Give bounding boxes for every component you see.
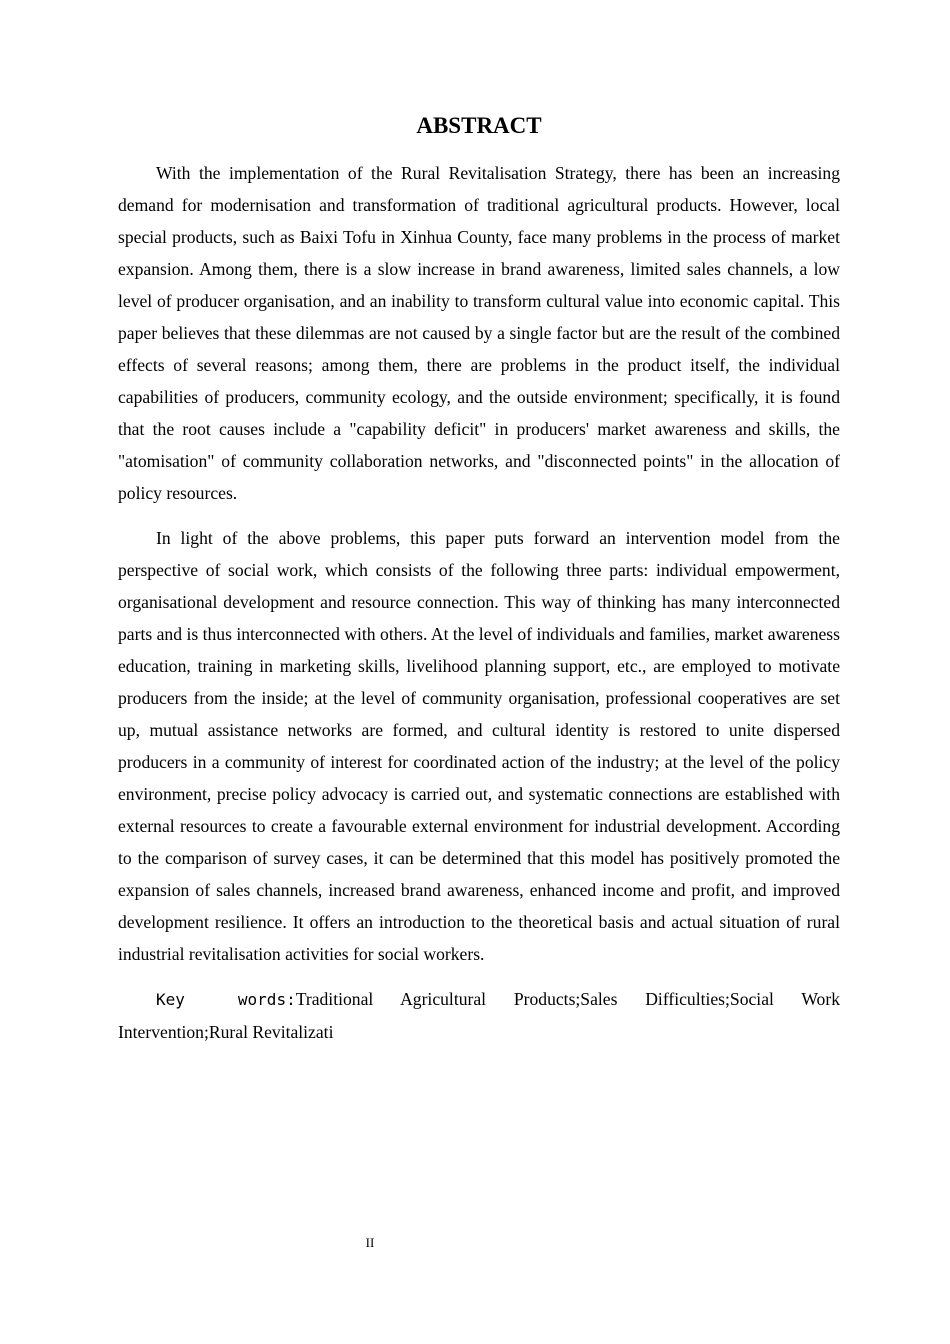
- page-number: II: [365, 1235, 375, 1250]
- abstract-title: ABSTRACT: [416, 113, 542, 138]
- keywords-label: Key words:: [156, 990, 296, 1009]
- abstract-body: [118, 157, 840, 1048]
- keywords-line: [118, 983, 840, 1048]
- keywords-text: Traditional Agricultural Products;Sales Difficulties;Social Work Intervention;Rural Revitalizati: [118, 989, 841, 1042]
- abstract-paragraph-1: With the implementation of the Rural Revitalisation Strategy, there has been an increasing demand for modernisation and transformation of traditional agricultural products. However, local special products, such as Baixi Tofu in Xinhua County, face many problems in the process of market expansion. Among them, there is a slow increase in brand awareness, limited sales channels, a low level of producer organisation, and an inability to transform cultural value into economic capital. This paper believes that these dilemmas are not caused by a single factor but are the result of the combined effects of several reasons; among them, there are problems in the product itself, the individual capabilities of producers, community ecology, and the outside environment; specifically, it is found that the root causes include a "capability deficit" in producers' market awareness and skills, the "atomisation" of community collaboration networks, and "disconnected points" in the allocation of policy resources.: [118, 163, 840, 503]
- abstract-paragraph-2: In light of the above problems, this paper puts forward an intervention model from the perspective of social work, which consists of the following three parts: individual empowerment, organisational development and resource connection. This way of thinking has many interconnected parts and is thus interconnected with others. At the level of individuals and families, market awareness education, training in marketing skills, livelihood planning support, etc., are employed to motivate producers from the inside; at the level of community organisation, professional cooperatives are set up, mutual assistance networks are formed, and cultural identity is restored to unite dispersed producers in a community of interest for coordinated action of the industry; at the level of the policy environment, precise policy advocacy is carried out, and systematic connections are established with external resources to create a favourable external environment for industrial development. According to the comparison of survey cases, it can be determined that this model has positively promoted the expansion of sales channels, increased brand awareness, enhanced income and profit, and improved development resilience. It offers an introduction to the theoretical basis and actual situation of rural industrial revitalisation activities for social workers.: [118, 528, 840, 964]
